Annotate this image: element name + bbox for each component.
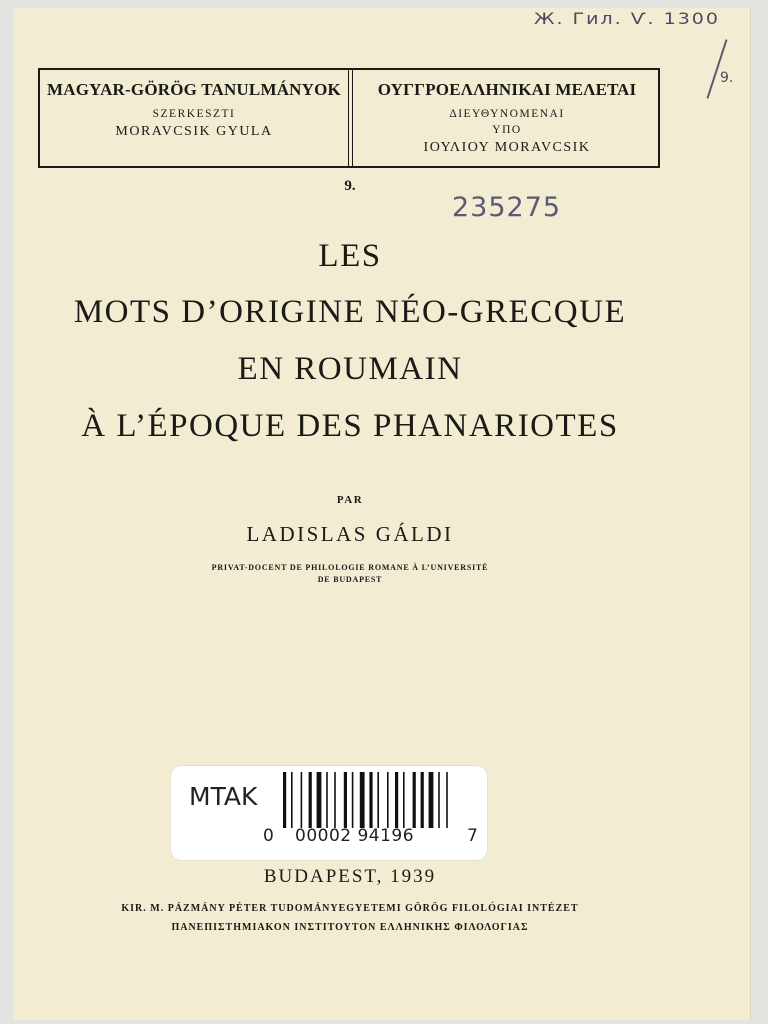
barcode-digits	[171, 826, 487, 854]
barcode-bar	[403, 772, 405, 828]
barcode-bar	[360, 772, 365, 828]
author-affiliation-line-1: PRIVAT-DOCENT DE PHILOLOGIE ROMANE À L’UNIVERSITÉ	[211, 563, 489, 572]
imprint-publisher-hungarian: KIR. M. PÁZMÁNY PÉTER TUDOMÁNYEGYETEMI GÖRÖG FILOLÓGIAI INTÉZET	[121, 903, 579, 914]
title-line-1: LES	[318, 238, 382, 274]
series-title-greek: ΟΥΓΓΡΟΕΛΛΗΝΙΚΑΙ ΜΕΛΕΤΑΙ	[377, 80, 637, 99]
handwritten-accession-number: 235275	[452, 192, 562, 223]
library-barcode-sticker	[171, 766, 487, 860]
barcode-bar	[309, 772, 312, 828]
barcode-bar	[438, 772, 440, 828]
barcode-bar	[334, 772, 336, 828]
handwritten-slash-mark	[706, 39, 727, 99]
author-affiliation-line-2: DE BUDAPEST	[317, 575, 383, 584]
title-page	[14, 8, 750, 1020]
series-editor-hungarian: MORAVCSIK GYULA	[115, 124, 273, 139]
title-line-4: À L’ÉPOQUE DES PHANARIOTES	[81, 408, 619, 444]
barcode-bar	[283, 772, 286, 828]
series-editor-greek: ΙΟΥΛΙΟΥ MORAVCSIK	[423, 140, 591, 155]
barcode-last-digit: 7	[467, 826, 478, 846]
imprint-place-year: BUDAPEST, 1939	[263, 866, 437, 887]
series-title-hungarian: MAGYAR-GÖRÖG TANULMÁNYOK	[47, 80, 341, 99]
barcode-bar	[291, 772, 293, 828]
barcode-bar	[429, 772, 434, 828]
barcode-bar	[326, 772, 328, 828]
barcode-bar	[377, 772, 379, 828]
author-name: LADISLAS GÁLDI	[246, 522, 454, 546]
library-label: MTAK	[189, 782, 258, 811]
series-box	[38, 68, 660, 168]
barcode-bar	[413, 772, 416, 828]
series-greek	[354, 70, 660, 166]
barcode-middle-digits: 00002 94196	[295, 826, 415, 846]
series-by-greek: ΥΠΟ	[492, 124, 522, 136]
barcode-bar	[317, 772, 322, 828]
barcode-bar	[301, 772, 303, 828]
barcode-bar	[421, 772, 424, 828]
barcode-bar	[395, 772, 398, 828]
barcode-bar	[446, 772, 448, 828]
series-hungarian	[40, 70, 348, 166]
barcode-bar	[344, 772, 347, 828]
handwritten-margin-note: 9.	[720, 70, 734, 86]
series-edited-by-hungarian: SZERKESZTI	[152, 108, 236, 120]
title-line-3: EN ROUMAIN	[237, 351, 463, 387]
barcode-bar	[352, 772, 354, 828]
handwritten-shelfmark: Ж. Гил. Ѵ. 1300	[534, 9, 720, 29]
barcode-icon	[283, 772, 475, 828]
barcode-bar	[369, 772, 372, 828]
volume-number: 9.	[344, 178, 356, 194]
barcode-bar	[387, 772, 389, 828]
title-line-2: MOTS D’ORIGINE NÉO-GRECQUE	[73, 294, 627, 330]
series-divider	[348, 70, 353, 166]
barcode-first-digit: 0	[263, 826, 274, 846]
series-directed-greek: ΔΙΕΥΘΥΝΟΜΕΝΑΙ	[449, 108, 565, 120]
by-label: PAR	[336, 494, 364, 506]
imprint-publisher-greek: ΠΑΝΕΠΙΣΤΗΜΙΑΚΟΝ ΙΝΣΤΙΤΟΥΤΟΝ ΕΛΛΗΝΙΚΗΣ ΦΙΛΟΛΟΓΙΑΣ	[171, 922, 529, 933]
